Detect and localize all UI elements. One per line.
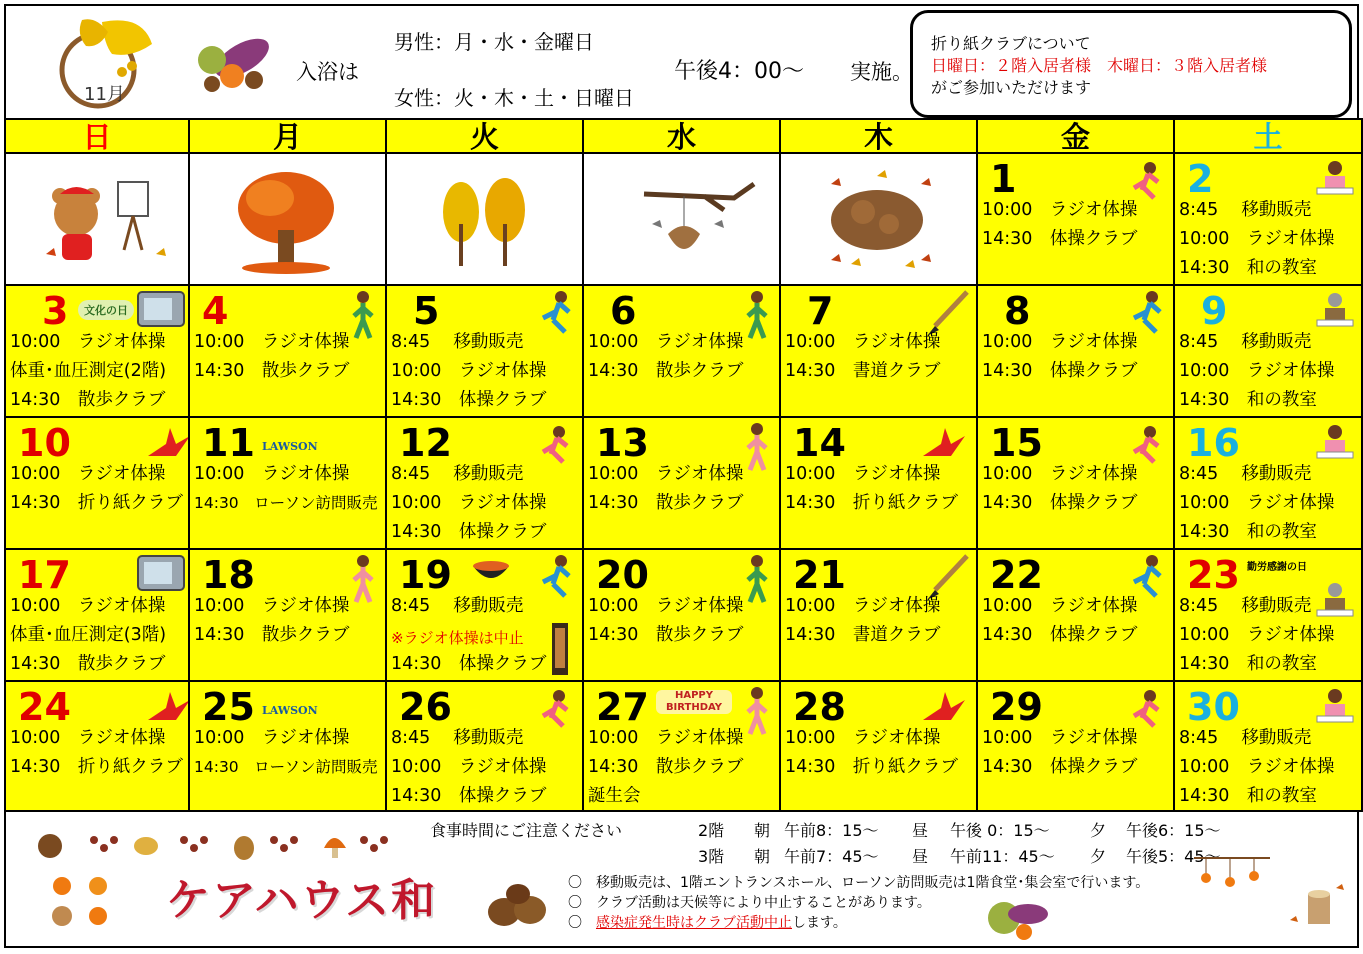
- event: 10:00 ラジオ体操: [1179, 361, 1335, 381]
- day-cell-12: [387, 418, 584, 550]
- event: 14:30 体操クラブ: [391, 522, 547, 542]
- weekday-fri: 金: [978, 118, 1175, 154]
- facility-name: ケアハウス和: [166, 875, 438, 926]
- day-cell-26: [387, 682, 584, 812]
- calendar-grid: [4, 118, 1363, 812]
- event: 14:30 体操クラブ: [982, 361, 1138, 381]
- exercise-person-icon: [1128, 688, 1168, 728]
- event: 10:00 ラジオ体操: [785, 464, 941, 484]
- event: 14:30 散歩クラブ: [10, 390, 166, 410]
- paper-crane-icon: [921, 690, 967, 726]
- branch-leaf-icon: [584, 154, 781, 286]
- day-cell-20: [584, 550, 781, 682]
- event: 10:00 ラジオ体操: [194, 464, 350, 484]
- event: 8:45 移動販売: [1179, 332, 1312, 352]
- day-cell-7: [781, 286, 978, 418]
- happy-birthday-badge: HAPPY BIRTHDAY: [656, 690, 732, 714]
- breakfast-time: 午前8：15〜: [784, 821, 879, 840]
- culture-day-badge: 文化の日: [78, 300, 134, 320]
- event: 10:00 ラジオ体操: [391, 361, 547, 381]
- day-cell-4: [190, 286, 387, 418]
- day-number: 29: [990, 685, 1043, 729]
- sweet-potato-icon: [982, 892, 1052, 942]
- bath-time: 午後4：00〜: [674, 59, 804, 84]
- autumn-tree-illustration: [190, 154, 387, 286]
- day-cell-8: [978, 286, 1175, 418]
- event: 10:00 ラジオ体操: [982, 728, 1138, 748]
- dinner-time: 午後5：45〜: [1126, 847, 1221, 866]
- soup-bowl-icon: [471, 556, 511, 586]
- bath-held-label: 実施。: [850, 60, 913, 84]
- event: 誕生会: [588, 786, 641, 806]
- event: 8:45 移動販売: [1179, 728, 1312, 748]
- day-cell-14: [781, 418, 978, 550]
- day-cell-16: [1175, 418, 1363, 550]
- day-number: 8: [1004, 289, 1031, 333]
- event: 10:00 ラジオ体操: [1179, 493, 1335, 513]
- weekday-tue: 火: [387, 118, 584, 154]
- event: 8:45 移動販売: [391, 332, 524, 352]
- day-number: 25: [202, 685, 255, 729]
- day-cell-9: [1175, 286, 1363, 418]
- event: 8:45 移動販売: [1179, 200, 1312, 220]
- calligraphy-brush-icon: [921, 552, 971, 602]
- note-mobile-sales: 〇 移動販売は、1階エントランスホール、ローソン訪問販売は1階食堂･集会室で行います。: [568, 875, 1150, 891]
- day-cell-23: [1175, 550, 1363, 682]
- event: 10:00 ラジオ体操: [10, 596, 166, 616]
- day-cell-22: [978, 550, 1175, 682]
- day-number: 28: [793, 685, 846, 729]
- weekday-mon: 月: [190, 118, 387, 154]
- paper-crane-icon: [146, 426, 190, 462]
- event: 8:45 移動販売: [1179, 464, 1312, 484]
- men-bath-schedule: 男性：月・水・金曜日: [394, 30, 594, 54]
- sleeping-bears-illustration: [781, 154, 978, 286]
- bear-painter-illustration: [4, 154, 190, 286]
- event: 体重･血圧測定(3階): [10, 625, 167, 645]
- note-infection: [568, 912, 847, 932]
- day-number: 18: [202, 553, 255, 597]
- event: 体重･血圧測定(2階): [10, 361, 167, 381]
- note-bullet: 〇: [568, 915, 596, 931]
- exercise-person-icon: [537, 688, 577, 728]
- day-cell-18: [190, 550, 387, 682]
- event: 14:30 散歩クラブ: [194, 361, 350, 381]
- event: 10:00 ラジオ体操: [10, 332, 166, 352]
- day-cell-3: [4, 286, 190, 418]
- walking-person-icon: [742, 686, 772, 736]
- day-number: 16: [1187, 421, 1240, 465]
- day-number: 6: [610, 289, 637, 333]
- day-number: 14: [793, 421, 846, 465]
- event-cancelled-note: ※ラジオ体操は中止: [391, 629, 524, 647]
- day-number: 21: [793, 553, 846, 597]
- day-number: 2: [1187, 157, 1214, 201]
- day-cell-1: [978, 154, 1175, 286]
- event: 8:45 移動販売: [1179, 596, 1312, 616]
- event: 14:30 散歩クラブ: [10, 654, 166, 674]
- event: 10:00 ラジオ体操: [982, 596, 1138, 616]
- event: 10:00 ラジオ体操: [785, 332, 941, 352]
- event: 10:00 ラジオ体操: [194, 332, 350, 352]
- ginkgo-trees-illustration: [387, 154, 584, 286]
- event: 10:00 ラジオ体操: [982, 200, 1138, 220]
- event: 14:30 体操クラブ: [982, 229, 1138, 249]
- event: 14:30 散歩クラブ: [588, 361, 744, 381]
- event: 10:00 ラジオ体操: [785, 596, 941, 616]
- day-number: 30: [1187, 685, 1240, 729]
- day-cell-19: [387, 550, 584, 682]
- windy-branch-illustration: [584, 154, 781, 286]
- event: 14:30 体操クラブ: [982, 757, 1138, 777]
- event: 14:30 和の教室: [1179, 258, 1317, 278]
- day-number: 12: [399, 421, 452, 465]
- event: 14:30 和の教室: [1179, 390, 1317, 410]
- breakfast-label: 朝: [754, 847, 771, 866]
- day-cell-24: [4, 682, 190, 812]
- day-cell-21: [781, 550, 978, 682]
- day-number: 4: [202, 289, 229, 333]
- day-number: 23: [1187, 553, 1240, 597]
- event: 10:00 ラジオ体操: [982, 332, 1138, 352]
- exercise-person-icon: [537, 424, 577, 464]
- event: 10:00 ラジオ体操: [785, 728, 941, 748]
- day-number: 17: [18, 553, 71, 597]
- day-number: 5: [413, 289, 440, 333]
- weekday-wed: 水: [584, 118, 781, 154]
- walking-person-icon: [348, 554, 378, 604]
- day-number: 19: [399, 553, 452, 597]
- lunch-label: 昼: [912, 847, 929, 866]
- calligraphy-brush-icon: [921, 288, 971, 338]
- event: 14:30 体操クラブ: [982, 493, 1138, 513]
- weekday-sat: 土: [1175, 118, 1363, 154]
- autumn-food-icon: [192, 28, 282, 98]
- origami-club-notice: [910, 10, 1352, 118]
- notice-end: がご参加いただけます: [931, 78, 1092, 97]
- notice-days: 日曜日：２階入居者様 木曜日：３階入居者様: [931, 56, 1268, 75]
- exercise-person-icon: [1128, 554, 1168, 598]
- exercise-person-icon: [1128, 290, 1168, 334]
- day-number: 3: [42, 289, 69, 333]
- day-number: 22: [990, 553, 1043, 597]
- paper-crane-icon: [921, 426, 967, 462]
- exercise-person-icon: [537, 554, 577, 598]
- event: 14:30 折り紙クラブ: [785, 493, 958, 513]
- event: 10:00 ラジオ体操: [588, 332, 744, 352]
- exercise-person-icon: [1128, 160, 1168, 200]
- day-number: 15: [990, 421, 1043, 465]
- day-cell-17: [4, 550, 190, 682]
- weekday-sun: 日: [4, 118, 190, 154]
- lunch-label: 昼: [912, 821, 929, 840]
- dinner-label: 夕: [1090, 847, 1107, 866]
- walking-person-icon: [742, 554, 772, 604]
- event: 10:00 ラジオ体操: [982, 464, 1138, 484]
- note-club-weather: 〇 クラブ活動は天候等により中止することがあります。: [568, 895, 931, 911]
- banner-icon: [551, 622, 569, 676]
- day-cell-2: [1175, 154, 1363, 286]
- dinner-time: 午後6：15〜: [1126, 821, 1221, 840]
- event: 14:30 体操クラブ: [391, 654, 547, 674]
- scale-icon: [136, 554, 186, 592]
- study-person-icon: [1313, 290, 1357, 330]
- event: 10:00 ラジオ体操: [10, 464, 166, 484]
- day-number: 7: [807, 289, 834, 333]
- event: 14:30 散歩クラブ: [194, 625, 350, 645]
- walking-person-icon: [742, 290, 772, 340]
- event: 10:00 ラジオ体操: [194, 728, 350, 748]
- day-number: 9: [1201, 289, 1228, 333]
- event: 10:00 ラジオ体操: [588, 728, 744, 748]
- event: 10:00 ラジオ体操: [588, 464, 744, 484]
- walking-person-icon: [742, 422, 772, 472]
- walking-person-icon: [348, 290, 378, 340]
- event: 14:30 折り紙クラブ: [785, 757, 958, 777]
- day-cell-11: [190, 418, 387, 550]
- event: 14:30 書道クラブ: [785, 625, 941, 645]
- event: 14:30 体操クラブ: [391, 390, 547, 410]
- women-bath-schedule: 女性：火・木・土・日曜日: [394, 86, 634, 110]
- day-number: 24: [18, 685, 71, 729]
- day-cell-27: [584, 682, 781, 812]
- note-infection-suffix: します。: [792, 915, 847, 931]
- day-number: 1: [990, 157, 1017, 201]
- ginkgo-month-logo: [52, 14, 162, 110]
- header: [6, 6, 1357, 118]
- event: 14:30 折り紙クラブ: [10, 493, 183, 513]
- meal-times-3f: [698, 844, 1221, 867]
- day-cell-15: [978, 418, 1175, 550]
- dinner-label: 夕: [1090, 821, 1107, 840]
- study-person-icon: [1313, 158, 1357, 198]
- bears-leaves-icon: [781, 154, 978, 286]
- event: 14:30 ローソン訪問販売: [194, 758, 378, 776]
- breakfast-label: 朝: [754, 821, 771, 840]
- day-cell-10: [4, 418, 190, 550]
- chestnut-icon: [484, 880, 554, 930]
- event: 10:00 ラジオ体操: [1179, 625, 1335, 645]
- event: 10:00 ラジオ体操: [391, 493, 547, 513]
- scale-icon: [136, 290, 186, 328]
- bath-label: 入浴は: [296, 60, 359, 84]
- day-cell-6: [584, 286, 781, 418]
- day-cell-30: [1175, 682, 1363, 812]
- event: 10:00 ラジオ体操: [1179, 229, 1335, 249]
- day-cell-5: [387, 286, 584, 418]
- event: 10:00 ラジオ体操: [194, 596, 350, 616]
- event: 14:30 体操クラブ: [391, 786, 547, 806]
- day-number: 27: [596, 685, 649, 729]
- note-infection-warning: 感染症発生時はクラブ活動中止: [596, 915, 792, 931]
- event: 8:45 移動販売: [391, 596, 524, 616]
- event: 14:30 体操クラブ: [982, 625, 1138, 645]
- study-person-icon: [1313, 686, 1357, 726]
- footer: [6, 814, 1357, 946]
- event: 8:45 移動販売: [391, 464, 524, 484]
- day-cell-28: [781, 682, 978, 812]
- event: 14:30 和の教室: [1179, 654, 1317, 674]
- red-tree-icon: [190, 154, 387, 286]
- lawson-logo: LAWSON: [262, 440, 318, 453]
- day-number: 11: [202, 421, 255, 465]
- day-cell-25: [190, 682, 387, 812]
- day-cell-13: [584, 418, 781, 550]
- event: 10:00 ラジオ体操: [1179, 757, 1335, 777]
- tree-stump-icon: [1286, 880, 1346, 930]
- bear-painter-icon: [6, 154, 190, 286]
- lunch-time: 午後 0：15〜: [950, 821, 1050, 840]
- yellow-trees-icon: [387, 154, 584, 286]
- day-number: 10: [18, 421, 71, 465]
- study-person-icon: [1313, 422, 1357, 462]
- day-number: 26: [399, 685, 452, 729]
- exercise-person-icon: [1128, 424, 1168, 464]
- study-person-icon: [1313, 580, 1357, 620]
- event: 14:30 書道クラブ: [785, 361, 941, 381]
- meal-time-label: 食事時間にご注意ください: [430, 821, 623, 840]
- labor-thanksgiving-badge: 勤労感謝の日: [1247, 562, 1307, 573]
- event: 14:30 ローソン訪問販売: [194, 494, 378, 512]
- event: 14:30 和の教室: [1179, 522, 1317, 542]
- lawson-logo: LAWSON: [262, 704, 318, 717]
- persimmon-pumpkin-icon: [46, 872, 126, 932]
- breakfast-time: 午前7：45〜: [784, 847, 879, 866]
- day-cell-29: [978, 682, 1175, 812]
- meal-times-2f: [698, 818, 1221, 841]
- event: 10:00 ラジオ体操: [10, 728, 166, 748]
- event: 14:30 折り紙クラブ: [10, 757, 183, 777]
- lunch-time: 午前11：45〜: [950, 847, 1055, 866]
- event: 10:00 ラジオ体操: [391, 757, 547, 777]
- floor-label: 3階: [698, 847, 725, 866]
- hanging-persimmons-icon: [1192, 854, 1272, 894]
- autumn-nuts-border-icon: [34, 828, 394, 862]
- event: 14:30 散歩クラブ: [588, 625, 744, 645]
- floor-label: 2階: [698, 821, 725, 840]
- event: 8:45 移動販売: [391, 728, 524, 748]
- day-number: 20: [596, 553, 649, 597]
- notice-title: 折り紙クラブについて: [931, 34, 1091, 53]
- month-label: 11月: [84, 84, 125, 105]
- event: 10:00 ラジオ体操: [588, 596, 744, 616]
- day-number: 13: [596, 421, 649, 465]
- paper-crane-icon: [146, 690, 190, 726]
- event: 14:30 和の教室: [1179, 786, 1317, 806]
- weekday-thu: 木: [781, 118, 978, 154]
- exercise-person-icon: [537, 290, 577, 334]
- event: 14:30 散歩クラブ: [588, 757, 744, 777]
- event: 14:30 散歩クラブ: [588, 493, 744, 513]
